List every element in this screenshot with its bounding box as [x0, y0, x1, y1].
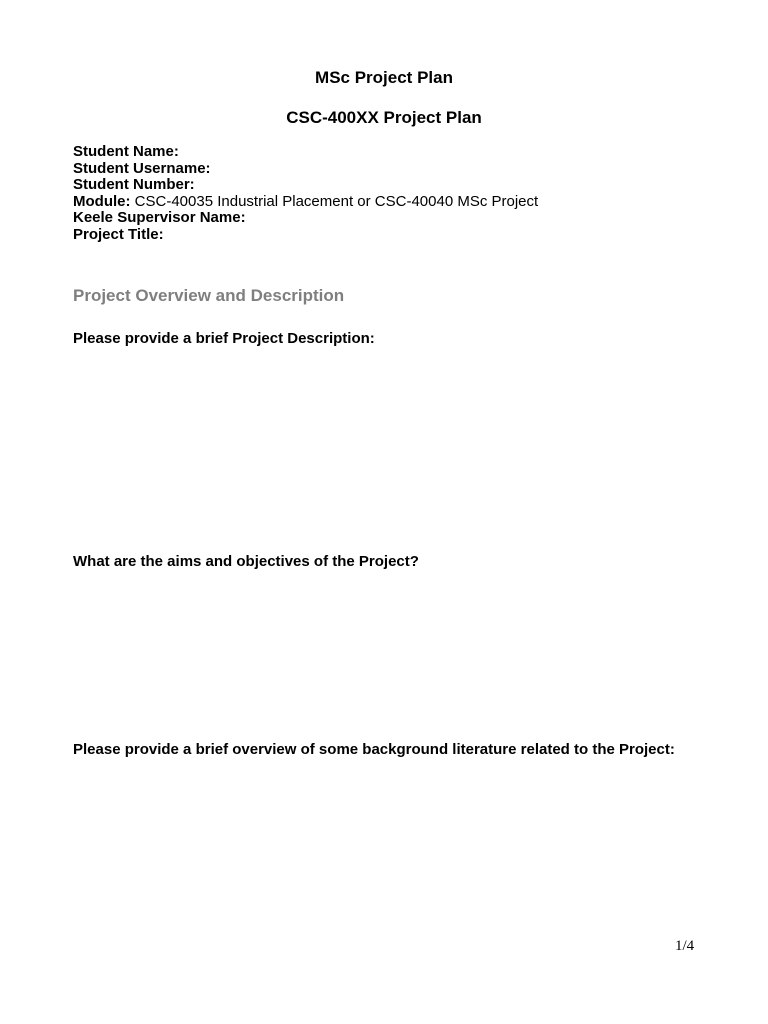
student-details [73, 144, 538, 244]
section-heading-overview: Project Overview and Description [73, 286, 345, 305]
field-supervisor-name [73, 210, 538, 227]
field-label: Student Number: [73, 176, 195, 194]
field-label: Student Username: [73, 159, 211, 177]
field-value: CSC-40035 Industrial Placement or CSC-40040 MSc Project [134, 192, 539, 210]
page-number: 1/4 [675, 938, 695, 954]
field-student-username [73, 161, 538, 178]
field-module [73, 194, 538, 211]
field-project-title [73, 227, 538, 244]
document-subtitle: CSC-400XX Project Plan [286, 108, 482, 127]
question-literature: Please provide a brief overview of some background literature related to the Project: [73, 741, 675, 758]
field-label: Student Name: [73, 143, 179, 160]
question-aims: What are the aims and objectives of the Project? [73, 553, 419, 570]
document-title: MSc Project Plan [315, 68, 453, 87]
field-student-name [73, 144, 538, 161]
field-label: Keele Supervisor Name: [73, 209, 246, 227]
field-student-number [73, 177, 538, 194]
field-label: Project Title: [73, 225, 164, 243]
field-label: Module: [73, 192, 131, 210]
question-description: Please provide a brief Project Description: [73, 330, 375, 347]
